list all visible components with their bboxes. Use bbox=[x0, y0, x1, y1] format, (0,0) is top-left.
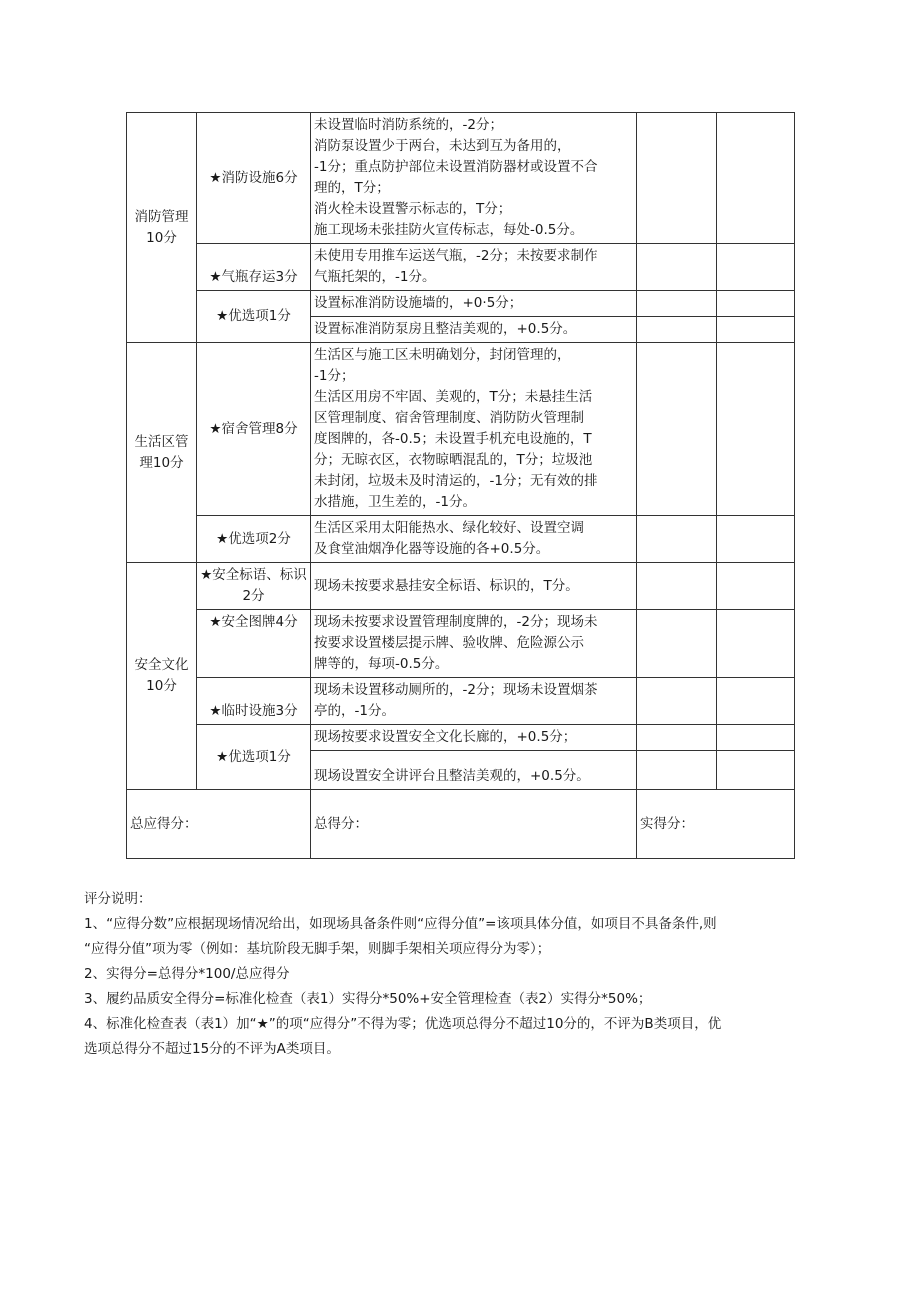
note-4: 4、标准化检查表（表1）加“★”的项“应得分”不得为零；优选项总得分不超过10分的，不评为B类项目，优 bbox=[84, 1016, 722, 1032]
item-cell: ★安全图牌4分 bbox=[197, 610, 311, 678]
inspection-table bbox=[126, 112, 795, 859]
table-row bbox=[127, 113, 795, 244]
criteria-cell: 未使用专用推车运送气瓶，-2分；未按要求制作 气瓶托架的，-1分。 bbox=[311, 244, 637, 291]
criteria-cell: 设置标准消防设施墙的，+0·5分； bbox=[311, 291, 637, 317]
item-cell: ★优选项2分 bbox=[197, 516, 311, 563]
score-cell bbox=[717, 563, 795, 610]
score-cell bbox=[717, 113, 795, 244]
criteria-cell: 现场按要求设置安全文化长廊的，+0.5分； bbox=[311, 725, 637, 751]
score-cell bbox=[637, 113, 717, 244]
score-cell bbox=[717, 725, 795, 751]
totals-row bbox=[127, 790, 795, 859]
table-row bbox=[127, 610, 795, 678]
item-cell: ★安全标语、标识2分 bbox=[197, 563, 311, 610]
criteria-cell: 未设置临时消防系统的，-2分； 消防泵设置少于两台，未达到互为备用的， -1分；重点防护部位未设置消防器材或设置不合 理的，T分； 消火栓未设置警示标志的，T分； 施工现场未张挂防火宣传标志，每处-0.5分。 bbox=[311, 113, 637, 244]
score-cell bbox=[637, 751, 717, 790]
score-cell bbox=[637, 678, 717, 725]
item-cell: ★宿舍管理8分 bbox=[197, 343, 311, 516]
score-cell bbox=[637, 563, 717, 610]
note-4-cont: 选项总得分不超过15分的不评为A类项目。 bbox=[84, 1041, 340, 1057]
table-row bbox=[127, 678, 795, 725]
table-row bbox=[127, 563, 795, 610]
note-2: 2、实得分=总得分*100/总应得分 bbox=[84, 966, 290, 982]
score-cell bbox=[637, 725, 717, 751]
note-1-cont: “应得分值”项为零（例如：基坑阶段无脚手架，则脚手架相关项应得分为零）； bbox=[84, 941, 551, 957]
total-should-score: 总应得分： bbox=[127, 790, 311, 859]
criteria-cell: 现场未设置移动厕所的，-2分；现场未设置烟茶 亭的，-1分。 bbox=[311, 678, 637, 725]
notes-title: 评分说明： bbox=[84, 891, 152, 907]
item-cell: ★临时设施3分 bbox=[197, 678, 311, 725]
score-cell bbox=[637, 343, 717, 516]
score-cell bbox=[717, 291, 795, 317]
score-cell bbox=[637, 317, 717, 343]
score-cell bbox=[717, 343, 795, 516]
item-cell: ★消防设施6分 bbox=[197, 113, 311, 244]
item-cell: ★优选项1分 bbox=[197, 725, 311, 790]
score-cell bbox=[717, 516, 795, 563]
score-cell bbox=[717, 678, 795, 725]
category-cell: 安全文化 10分 bbox=[127, 563, 197, 790]
score-cell bbox=[637, 244, 717, 291]
score-cell bbox=[637, 610, 717, 678]
criteria-cell: 生活区采用太阳能热水、绿化较好、设置空调 及食堂油烟净化器等设施的各+0.5分。 bbox=[311, 516, 637, 563]
category-cell: 生活区管 理10分 bbox=[127, 343, 197, 563]
table-row bbox=[127, 516, 795, 563]
total-score: 总得分： bbox=[311, 790, 637, 859]
score-cell bbox=[717, 751, 795, 790]
table-row bbox=[127, 725, 795, 751]
table-row bbox=[127, 343, 795, 516]
score-cell bbox=[717, 317, 795, 343]
criteria-cell: 生活区与施工区未明确划分，封闭管理的， -1分； 生活区用房不牢固、美观的，T分；未悬挂生活 区管理制度、宿舍管理制度、消防防火管理制 度图牌的，各-0.5；未设置手机充电设施的，T 分；无晾衣区，衣物晾晒混乱的，T分；垃圾池 未封闭，垃圾未及时清运的，-1分；无有效的排 水措施，卫生差的，-1分。 bbox=[311, 343, 637, 516]
score-cell bbox=[717, 610, 795, 678]
criteria-cell: 现场未按要求悬挂安全标语、标识的，T分。 bbox=[311, 563, 637, 610]
table-row bbox=[127, 244, 795, 291]
actual-score: 实得分： bbox=[637, 790, 795, 859]
score-cell bbox=[637, 516, 717, 563]
scoring-notes bbox=[84, 887, 834, 1062]
category-cell: 消防管理 10分 bbox=[127, 113, 197, 343]
item-cell: ★气瓶存运3分 bbox=[197, 244, 311, 291]
table-row bbox=[127, 291, 795, 317]
score-cell bbox=[717, 244, 795, 291]
item-cell: ★优选项1分 bbox=[197, 291, 311, 343]
criteria-cell: 设置标准消防泵房且整洁美观的，+0.5分。 bbox=[311, 317, 637, 343]
criteria-cell: 现场设置安全讲评台且整洁美观的，+0.5分。 bbox=[311, 751, 637, 790]
score-cell bbox=[637, 291, 717, 317]
note-1: 1、“应得分数”应根据现场情况给出，如现场具备条件则“应得分值”=该项具体分值，如项目不具备条件,则 bbox=[84, 916, 717, 932]
criteria-cell: 现场未按要求设置管理制度牌的，-2分；现场未 按要求设置楼层提示牌、验收牌、危险源公示 牌等的，每项-0.5分。 bbox=[311, 610, 637, 678]
note-3: 3、履约品质安全得分=标准化检查（表1）实得分*50%+安全管理检查（表2）实得分*50%； bbox=[84, 991, 652, 1007]
